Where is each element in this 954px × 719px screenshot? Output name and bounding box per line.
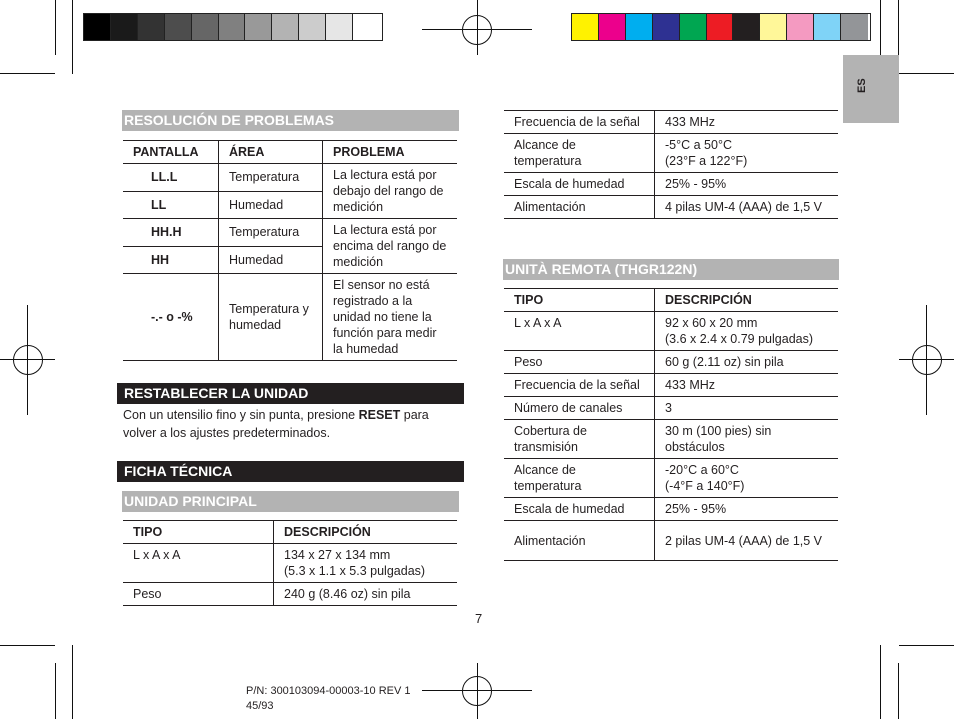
color-swatch [299,14,326,40]
color-swatch [787,14,814,40]
color-swatch [814,14,841,40]
description-cell: 433 MHz [655,111,839,134]
display-cell: LL [123,191,219,219]
color-swatch [680,14,707,40]
description-cell: 240 g (8.46 oz) sin pila [274,583,458,606]
table-row [123,583,457,606]
language-tab [843,55,899,123]
crop-mark [926,305,927,415]
display-cell: HH [123,246,219,274]
area-cell: Temperatura y humedad [219,274,323,361]
type-cell: Peso [504,351,655,374]
column-header: TIPO [123,521,274,544]
footer-sheet: 45/93 [246,700,274,712]
column-header: PANTALLA [123,141,219,164]
main-unit-title: UNIDAD PRINCIPAL [122,491,459,512]
table-row [504,312,838,351]
color-swatch [626,14,653,40]
remote-unit-title: UNITÀ REMOTA (THGR122N) [503,259,839,280]
type-cell: Alcance de temperatura [504,459,655,498]
reset-text-before: Con un utensilio fino y sin punta, presione [123,408,359,422]
crop-mark [898,663,899,719]
main-unit-table-continued [504,110,838,219]
table-row [504,397,838,420]
description-cell [274,544,458,583]
table-row [504,196,838,219]
type-cell: Escala de humedad [504,173,655,196]
type-cell: Escala de humedad [504,498,655,521]
type-cell: L x A x A [504,312,655,351]
description-cell [655,134,839,173]
color-swatch [841,14,868,40]
area-cell: Temperatura [219,164,323,192]
main-unit-table [123,520,457,606]
description-cell [655,459,839,498]
type-cell: Cobertura de transmisión [504,420,655,459]
table-header-row [123,521,457,544]
description-cell: 25% - 95% [655,498,839,521]
description-cell: 60 g (2.11 oz) sin pila [655,351,839,374]
table-row [504,134,838,173]
column-header: TIPO [504,289,655,312]
color-swatch [138,14,165,40]
problem-cell: La lectura está por encima del rango de medición [323,219,458,274]
description-line: (-4°F a 140°F) [665,479,745,493]
description-line: 134 x 27 x 134 mm [284,548,391,562]
table-row [504,351,838,374]
table-row [504,498,838,521]
color-swatch [84,14,111,40]
crop-mark [0,645,55,646]
specs-title: FICHA TÉCNICA [117,461,464,482]
type-cell: Frecuencia de la señal [504,111,655,134]
description-line: (5.3 x 1.1 x 5.3 pulgadas) [284,564,426,578]
display-cell: HH.H [123,219,219,247]
color-swatch [111,14,138,40]
reset-instructions [123,406,463,442]
color-swatches [571,13,871,41]
footer-part-number: P/N: 300103094-00003-10 REV 1 [246,685,411,697]
color-swatch [353,14,380,40]
table-row [504,173,838,196]
description-cell: 433 MHz [655,374,839,397]
description-cell: 25% - 95% [655,173,839,196]
reset-keyword: RESET [358,408,401,422]
problem-cell: El sensor no está registrado a la unidad no tiene la función para medir la humedad [323,274,458,361]
description-line: -5°C a 50°C [665,138,732,152]
color-swatch [733,14,760,40]
description-cell: 30 m (100 pies) sin obstáculos [655,420,839,459]
description-cell: 3 [655,397,839,420]
description-line: (23°F a 122°F) [665,154,748,168]
column-header: DESCRIPCIÓN [274,521,458,544]
type-cell: Alimentación [504,521,655,561]
type-cell: Número de canales [504,397,655,420]
table-row [504,459,838,498]
color-swatch [707,14,734,40]
grayscale-swatches [83,13,383,41]
description-line: (3.6 x 2.4 x 0.79 pulgadas) [665,332,814,346]
description-line: -20°C a 60°C [665,463,739,477]
crop-mark [55,0,56,55]
column-header: DESCRIPCIÓN [655,289,839,312]
table-row [504,521,838,561]
type-cell: Alcance de temperatura [504,134,655,173]
color-swatch [245,14,272,40]
crop-mark [899,73,954,74]
table-header-row [123,141,457,164]
problem-cell: La lectura está por debajo del rango de medición [323,164,458,219]
table-row [123,544,457,583]
crop-mark [0,73,55,74]
table-row [123,274,457,361]
crop-mark [72,0,73,74]
display-cell: -.- o -% [123,274,219,361]
color-swatch [219,14,246,40]
registration-mark [13,345,43,375]
troubleshooting-table [123,140,457,361]
reset-text-after: para volver a los ajustes predeterminados. [123,408,429,440]
page-number: 7 [475,611,483,626]
remote-unit-table [504,288,838,561]
display-cell: LL.L [123,164,219,192]
color-swatch [572,14,599,40]
table-row [123,164,457,192]
table-row [504,420,838,459]
crop-mark [899,645,954,646]
type-cell: L x A x A [123,544,274,583]
crop-mark [880,645,881,719]
color-swatch [326,14,353,40]
description-cell: 4 pilas UM-4 (AAA) de 1,5 V [655,196,839,219]
type-cell: Frecuencia de la señal [504,374,655,397]
crop-mark [477,0,478,55]
table-header-row [504,289,838,312]
area-cell: Humedad [219,246,323,274]
crop-mark [55,663,56,719]
crop-mark [477,663,478,719]
registration-mark [912,345,942,375]
table-row [504,374,838,397]
type-cell: Peso [123,583,274,606]
table-row [504,111,838,134]
color-swatch [760,14,787,40]
area-cell: Humedad [219,191,323,219]
language-tab-label: ES [856,78,868,93]
color-swatch [165,14,192,40]
table-row [123,219,457,247]
reset-title: RESTABLECER LA UNIDAD [117,383,464,404]
color-swatch [192,14,219,40]
column-header: PROBLEMA [323,141,458,164]
color-swatch [653,14,680,40]
color-swatch [599,14,626,40]
description-cell [655,312,839,351]
type-cell: Alimentación [504,196,655,219]
crop-mark [72,645,73,719]
crop-mark [27,305,28,415]
troubleshooting-title: RESOLUCIÓN DE PROBLEMAS [122,110,459,131]
crop-mark [898,0,899,55]
description-cell: 2 pilas UM-4 (AAA) de 1,5 V [655,521,839,561]
area-cell: Temperatura [219,219,323,247]
description-line: 92 x 60 x 20 mm [665,316,758,330]
color-swatch [272,14,299,40]
column-header: ÁREA [219,141,323,164]
